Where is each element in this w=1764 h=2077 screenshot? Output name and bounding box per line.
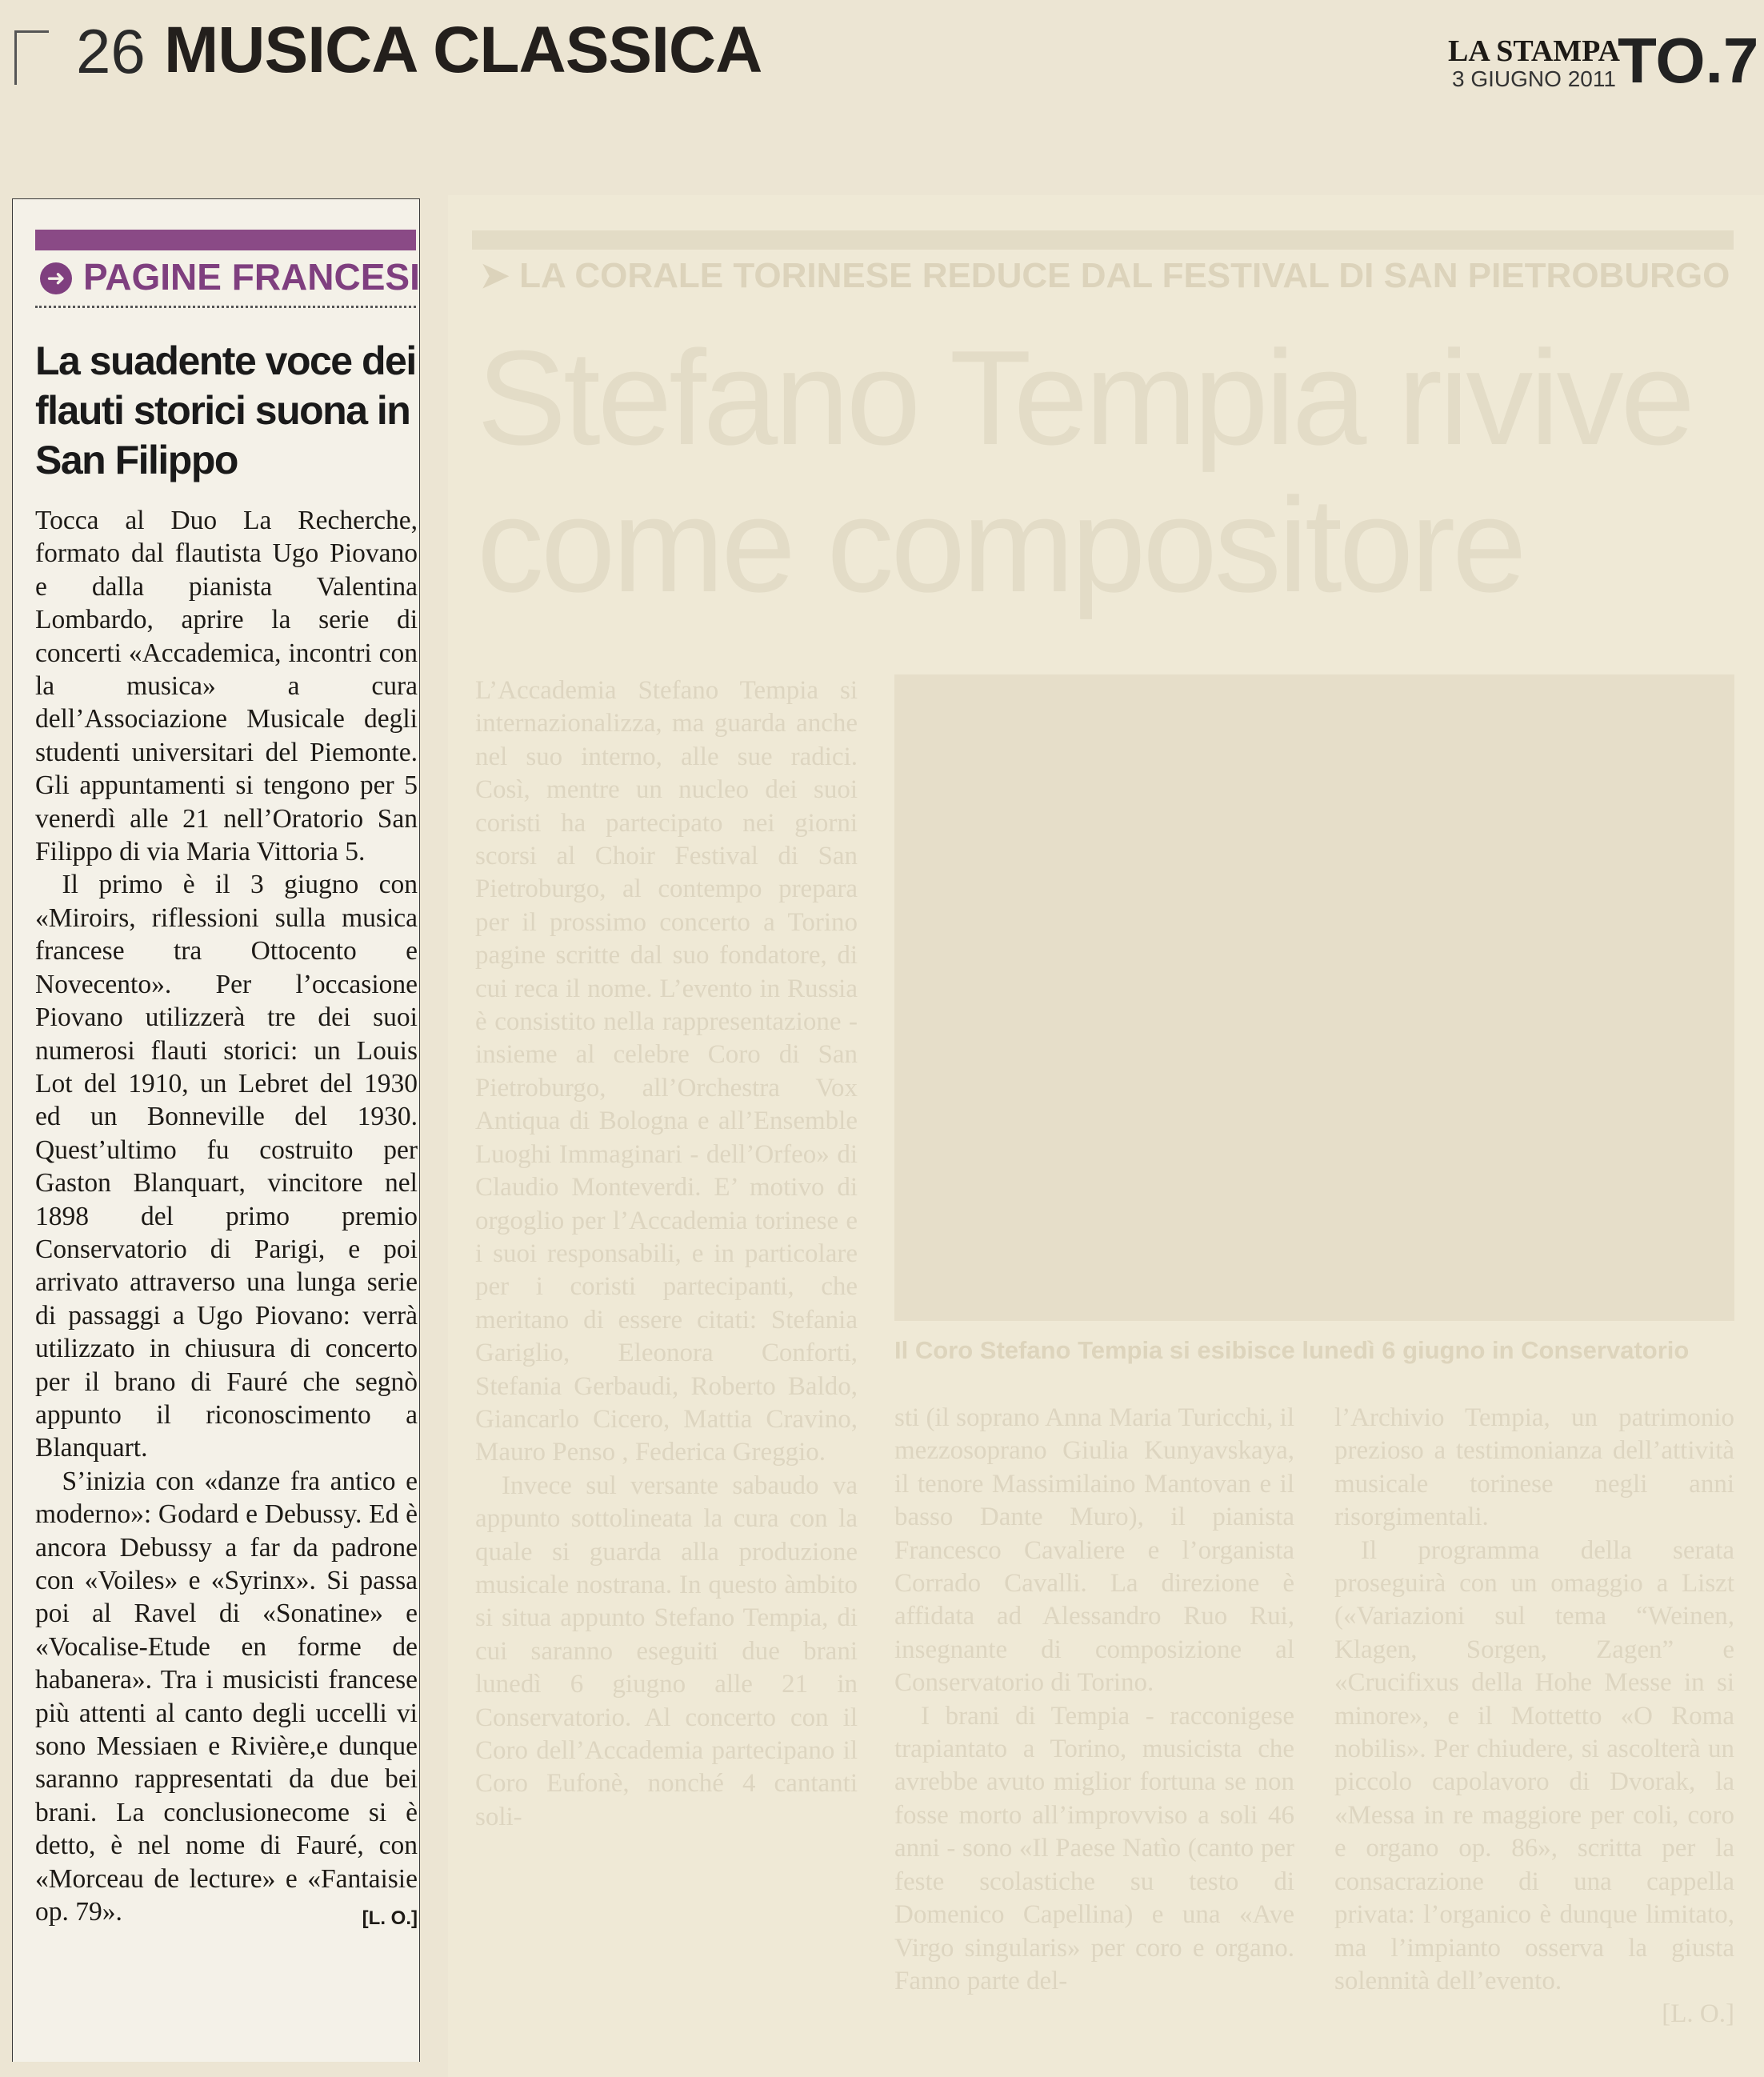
corner-mark: [14, 30, 49, 85]
faded-paragraph: Il programma della serata proseguirà con un omaggio a Liszt («Variazioni sul tema “Weinen, Klagen, Sorgen, Zagen” e «Crucifixus della Hohe Messe in si minore», e il Mottetto «O Roma nobilis». Per chiudere, si ascolterà un piccolo capolavoro di Dvorak, la «Messa in re maggiore per coli, coro e organo op. 86», scritta per la consacrazione di una cappella privata: l’organico è dunque limitato, ma l’impianto osserva la giusta solennità dell’evento.: [1334, 1535, 1734, 1995]
author-signature: [L. O.]: [362, 1907, 418, 1930]
photo-caption: Il Coro Stefano Tempia si esibisce lunedì 6 giugno in Conservatorio: [894, 1336, 1690, 1364]
article-paragraph: [35, 1465, 418, 1929]
issue-date: 3 GIUGNO 2011: [1452, 66, 1616, 91]
article-headline: La suadente voce dei flauti storici suona in San Filippo: [35, 338, 416, 482]
rubric-color-bar: [35, 230, 416, 250]
faded-rubric-text: LA CORALE TORINESE REDUCE DAL FESTIVAL DI SAN PIETROBURGO: [519, 256, 1730, 295]
faded-column-1: [475, 674, 858, 2059]
article-body: [35, 504, 418, 1935]
faded-signature: [L. O.]: [1662, 1999, 1734, 2029]
supplement-name: TO.7: [1618, 25, 1759, 96]
faded-rubric: [480, 258, 1730, 294]
section-title: MUSICA CLASSICA: [164, 14, 762, 86]
page-number: 26: [76, 16, 146, 86]
faded-rubric-bar: [472, 230, 1734, 250]
faded-headline: Stefano Tempia rivive come compositore: [477, 322, 1693, 620]
article-paragraph-text: S’inizia con «danze fra antico e moderno»: Godard e Debussy. Ed è ancora Debussy a far da padrone con «Voiles» e «Syrinx». Si passa poi al Ravel di «Sonatine» e «Vocalise-Etude en forme de habanera». Tra i musicisti francese più attenti al canto degli uccelli vi sono Messiaen e Rivière,e dunque saranno rappresentati da due bei brani. La conclusionecome si è detto, è nel nome di Fauré, con «Morceau de lecture» e «Fantaisie op. 79».: [35, 1466, 418, 1927]
faded-column-2: [894, 1402, 1294, 2058]
choir-photo: [894, 674, 1734, 1321]
article-paragraph: Tocca al Duo La Recherche, formato dal flautista Ugo Piovano e dalla pianista Valentina Lombardo, aprire la serie di concerti «Accademica, incontri con la musica» a cura dell’Associazione Musicale degli studenti universitari del Piemonte. Gli appuntamenti si tengono per 5 venerdì alle 21 nell’Oratorio San Filippo di via Maria Vittoria 5.: [35, 506, 418, 867]
faded-paragraph: L’Accademia Stefano Tempia si internazionalizza, ma guarda anche nel suo interno, alle sue radici. Così, mentre un nucleo dei suoi coristi ha partecipato nei giorni scorsi al Choir Festival di San Pietroburgo, al contempo prepara per il prossimo concerto a Torino pagine scritte dal suo fondatore, di cui reca il nome. L’evento in Russia è consistito nella rappresentazione - insieme al celebre Coro di San Pietroburgo, all’Orchestra Vox Antiqua di Bologna e all’Ensemble Luoghi Immaginari - dell’Orfeo» di Claudio Monteverdi. E’ motivo di orgoglio per l’Accademia torinese e i suoi responsabili, e in particolare per i coristi partecipanti, che meritano di essere citati: Stefania Gariglio, Eleonora Conforti, Stefania Gerbaudi, Roberto Baldo, Giancarlo Cicero, Mattia Cravino, Mauro Penso , Federica Greggio.: [475, 676, 858, 1467]
article-paragraph: Il primo è il 3 giugno con «Miroirs, riflessioni sulla musica francese tra Ottocento e Novecento». Per l’occasione Piovano utilizzerà tre dei suoi numerosi flauti storici: un Louis Lot del 1910, un Lebret del 1930 ed un Bonneville del 1930. Quest’ultimo fu costruito per Gaston Blanquart, vincitore nel 1898 del primo premio Conservatorio di Parigi, e poi arrivato attraverso una lunga serie di passaggi a Ugo Piovano: verrà utilizzato in chiusura di concerto per il brano di Fauré che segnò appunto il riconoscimento a Blanquart.: [35, 870, 418, 1463]
rubric-label: PAGINE FRANCESI: [83, 256, 420, 298]
faded-paragraph: I brani di Tempia - racconigese trapiantato a Torino, musicista che avrebbe avuto miglior fortuna se non fosse morto all’improvviso a soli 46 anni - sono «Il Paese Natìo (canto per feste scolastiche su testo di Domenico Capellina) e una «Ave Virgo singularis» per coro e organo. Fanno parte del-: [894, 1701, 1294, 1995]
faded-paragraph: sti (il soprano Anna Maria Turicchi, il mezzosoprano Giulia Kunyavskaya, il tenore Massimilaino Mantovan e il basso Dante Muro), il pianista Francesco Cavaliere e l’organista Corrado Cavalli. La direzione è affidata ad Alessandro Ruo Rui, insegnante di composizione al Conservatorio di Torino.: [894, 1403, 1294, 1698]
faded-column-3: [1334, 1402, 1734, 2058]
faded-paragraph: l’Archivio Tempia, un patrimonio prezioso a testimonianza dell’attività musicale torinese negli anni risorgimentali.: [1334, 1403, 1734, 1532]
arrow-circle-icon: ➜: [40, 262, 72, 294]
faded-paragraph: Invece sul versante sabaudo va appunto sottolineata la cura con la quale si guarda alla produzione musicale nostrana. In questo àmbito si situa appunto Stefano Tempia, di cui saranno eseguiti due brani lunedì 6 giugno alle 21 in Conservatorio. Al concerto con il Coro dell’Accademia partecipano il Coro Eufonè, nonché 4 cantanti soli-: [475, 1471, 858, 1831]
newspaper-name: LA STAMPA: [1448, 34, 1620, 68]
dotted-divider: [35, 306, 416, 308]
arrow-circle-icon: ➤: [480, 256, 520, 295]
